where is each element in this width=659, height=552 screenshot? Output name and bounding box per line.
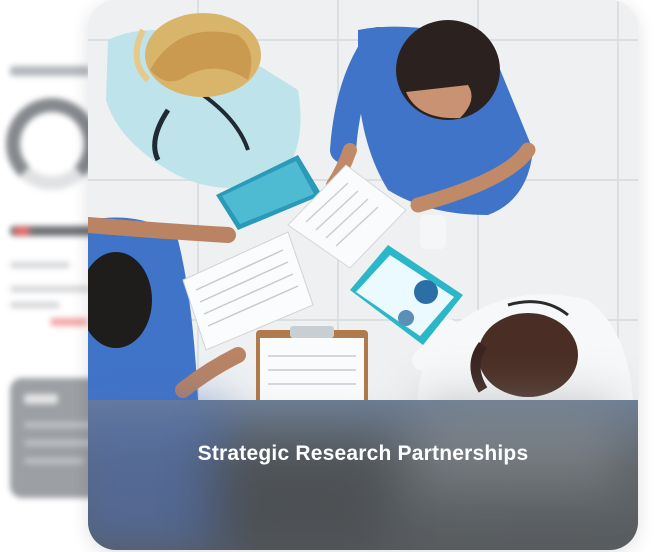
background-badge: [50, 318, 88, 326]
card-title[interactable]: Strategic Research Partnerships: [197, 442, 529, 465]
card-photo: [88, 0, 638, 400]
background-row: [10, 286, 90, 292]
background-row: [10, 262, 70, 268]
card-caption-overlay: [88, 400, 638, 550]
background-row: [10, 302, 60, 308]
background-donut-chart: [6, 98, 98, 190]
background-card-title: [24, 394, 58, 404]
background-progress-indicator: [14, 227, 30, 235]
overlay-blur-shape: [88, 400, 228, 550]
background-card-line: [24, 422, 94, 428]
background-card-line: [24, 458, 84, 464]
background-label: [10, 66, 90, 76]
research-partnership-card[interactable]: [88, 0, 638, 550]
